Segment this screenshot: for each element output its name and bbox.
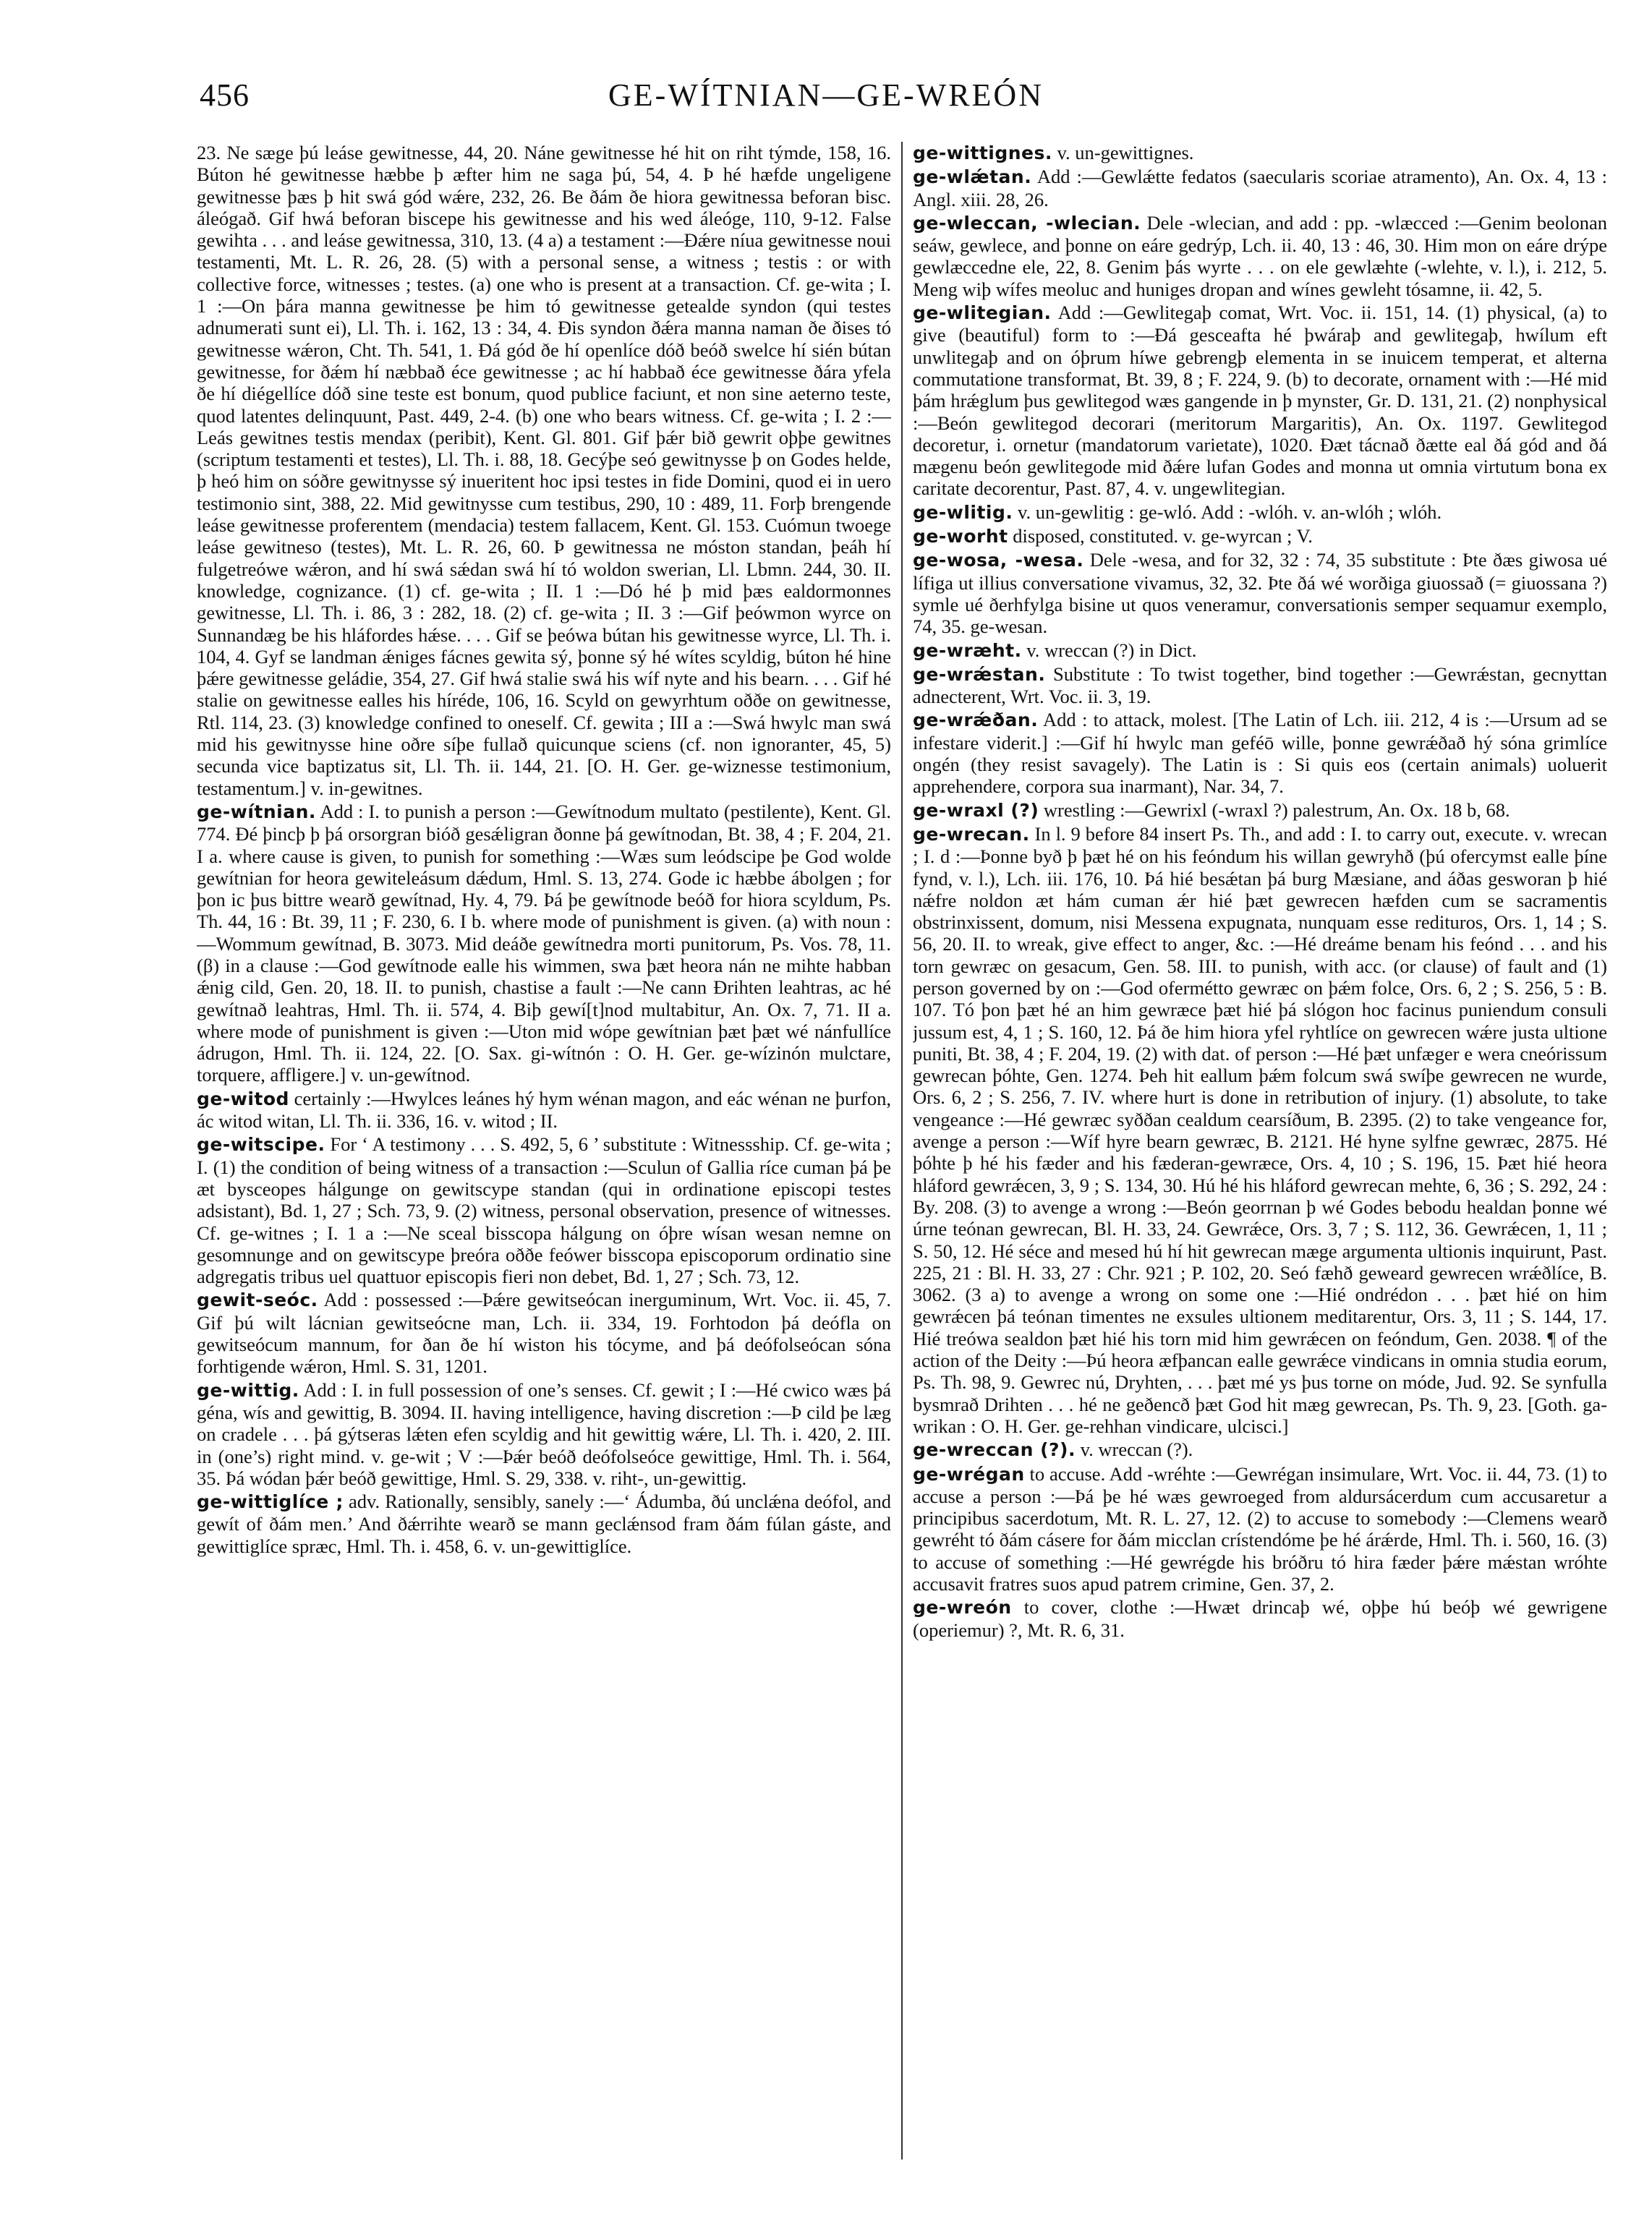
entry-text: to cover, clothe :—Hwæt drincaþ wé, oþþe hú beóþ wé gewrigene (operiemur) ?, Mt. R. 6, 31. [913,1596,1607,1641]
entry-headword: ge-wlǽtan. [913,166,1032,188]
entry-headword: ge-wreccan (?). [913,1439,1076,1461]
entry-headword: ge-wrǽstan. [913,663,1046,685]
entry-headword: ge-wrégan [913,1463,1025,1485]
entry-headword: gewit-seóc. [197,1289,318,1311]
dictionary-entry [197,1088,891,1133]
entry-headword: ge-wittig. [197,1379,299,1401]
dictionary-entry [913,166,1607,210]
dictionary-entry [913,142,1607,164]
entry-headword: ge-wlitig. [913,501,1013,523]
entry-headword: ge-wrecan. [913,823,1030,845]
entry-text: Dele -wesa, and for 32, 32 : 74, 35 substitute : Þte ðæs giwosa ué lífiga ut illius conversatione vivamus, 32, 32. Þte ðá wé worðiga giuossað (= giuossana ?) symle ué ðerhfylga bisine ut quos veneramur, conversationis semper sequamur exemplo, 74, 35. ge-wesan. [913,549,1607,638]
running-title: GE-WÍTNIAN—GE-WREÓN [608,77,1044,113]
entry-text: adv. Rationally, sensibly, sanely :—‘ Ádumba, ðú unclǽna deófol, and gewít of ðám men.’ And ðǽrrihte wearð se mann geclǽnsod fram ðám fúlan gáste, and gewittiglíce spræc, Hml. Th. i. 458, 6. v. un-gewittiglíce. [197,1491,891,1557]
dictionary-entry [913,663,1607,708]
right-column [913,142,1607,2181]
dictionary-entry [197,1379,891,1489]
entry-text: Add : I. to punish a person :—Gewítnodum multato (pestilente), Kent. Gl. 774. Ðé þincþ þ þá orsorgran bióð gesǽligran ðonne þá gewítnodan, Bt. 38, 4 ; F. 204, 21. I a. where cause is given, to punish for something :—Wæs sum leódscipe þe God wolde gewítnian for heora gewiteleásum dǽdum, Hml. S. 13, 274. Gode ic hæbbe ábolgen ; for þon ic þus bittre wearð gewítnad, Hy. 4, 79. Þá þe gewítnode beóð for hiora scyldum, Ps. Th. 44, 16 : Bt. 39, 11 ; F. 230, 6. I b. where mode of punishment is given. (a) with noun :—Wommum gewítnad, B. 3073. Mid deáðe gewítnedra morti punitorum, Ps. Vos. 78, 11. (β) in a clause :—God gewítnode ealle his wimmen, swa þæt heora nán ne mihte habban ǽnig cild, Gen. 20, 18. II. to punish, chastise a fault :—Ne cann Ðrihten leahtras, ac hé gewítnað leahtras, Hml. Th. ii. 574, 4. Biþ gewí[t]nod multabitur, An. Ox. 7, 71. II a. where mode of punishment is given :—Uton mid wópe gewítnian þæt þæt wé nánfullíce ádrugon, Hml. Th. ii. 124, 22. [O. Sax. gi-wítnón : O. H. Ger. ge-wízinón mulctare, torquere, affligere.] v. un-gewítnod. [197,800,891,1086]
entry-headword: ge-worht [913,526,1008,547]
entry-text: Add : I. in full possession of one’s senses. Cf. gewit ; I :—Hé cwico wæs þá géna, wís and gewittig, B. 3094. II. having intelligence, having discretion :—Þ cild þe læg on cradele . . . þá gýtseras lǽten efen scyldig and hit gewittig wǽre, Ll. Th. i. 420, 2. III. in (one’s) right mind. v. ge-wit ; V :—Þǽr beóð deófolseóce gewittige, Hml. Th. i. 564, 35. Þá wódan þǽr beóð gewittige, Hml. S. 29, 338. v. riht-, un-gewittig. [197,1378,891,1489]
entry-text: Add :—Gewlǽtte fedatos (saecularis scoriae atramento), An. Ox. 4, 13 : Angl. xiii. 28, 26. [913,166,1607,210]
entry-text: Dele -wlecian, and add : pp. -wlæcced :—Genim beolonan seáw, gewlece, and þonne on eáre gedrýp, Lch. ii. 40, 13 : 46, 30. Him mon on eáre drýpe gewlæccedne ele, 22, 8. Genim þás wyrte . . . on ele gewlæhte (-wlehte, v. l.), i. 212, 5. Meng wiþ wífes meoluc and huniges dropan and wínes gewleht tósamne, ii. 42, 5. [913,211,1607,300]
column-divider [901,142,903,2159]
entry-headword: ge-witscipe. [197,1134,325,1156]
entry-text: 23. Ne sæge þú leáse gewitnesse, 44, 20. Náne gewitnesse hé hit on riht týmde, 158, 16. Búton hé gewitnesse hæbbe þ æfter him ne saga þú, 54, 4. Þ hé hæfde ungeligene gewitnesse þæs þ hit swá gód wǽre, 232, 26. Be ðám ðe hiora gewitnessa beforan bisc. áleógað. Gif hwá beforan biscepe his gewitnesse and his wed áleóge, 110, 9-12. False gewihta . . . and leáse gewitnessa, 310, 13. (4 a) a testament :—Ðǽre níua gewitnesse noui testamenti, Mt. L. R. 26, 28. (5) with a personal sense, a witness ; testis : or with collective force, witnesses ; testes. (a) one who is present at a transaction. Cf. ge-wita ; I. 1 :—On þára manna gewitnesse þe him tó gewitnesse getealde syndon (qui testes adnumerati sunt ei), Ll. Th. i. 162, 13 : 34, 4. Ðis syndon ðǽra manna naman ðe ðises tó gewitnesse wǽron, Cht. Th. 541, 1. Ðá gód ðe hí openlíce dóð beóð swelce hí sién bútan gewitnesse, for ðǽm hí næbbað éce gewitnesse ; ac hí habbað éce gewitnesse ðára yfela ðe hí diégellíce dóð sine teste est bonum, quod publice faciunt, et non sine aeterno teste, quod latentes delinquunt, Past. 449, 2-4. (b) one who bears witness. Cf. ge-wita ; I. 2 :—Leás gewitnes testis mendax (peribit), Kent. Gl. 801. Gif þǽr bið gewrit oþþe gewitnes (scriptum testamenti et testes), Ll. Th. i. 88, 18. Gecýþe seó gewitnysse þ on Godes helde, þ heó him on sóðre gewitnysse sý inueritent hoc ipsi testes in fide Domini, quod ei in uero testimonio sint, 388, 22. Mid gewitnysse cum testibus, 290, 10 : 489, 11. Forþ brengende leáse gewitnesse proferentem (mendacia) testem fallacem, Kent. Gl. 153. Cuómun twoege leáse gewitneso (testes), Mt. L. R. 26, 60. Þ gewitnessa ne móston standan, þeáh hí fulgetreówe wǽron, and hí swá sǽdan swá hí tó woldon swerian, Ll. Lbmn. 244, 30. II. knowledge, cognizance. (1) cf. ge-wita ; II. 1 :—Dó hé þ mid þæs ealdormonnes gewitnesse, Ll. Th. i. 86, 3 : 282, 18. (2) cf. ge-wita ; II. 3 :—Gif þeówmon wyrce on Sunnandæg be his hláfordes hǽse. . . . Gif se þeówa bútan his gewitnesse wyrce, Ll. Th. i. 104, 4. Gyf se landman ǽniges fácnes gewita sý, þonne sý hé wítes scyldig, búton hé hine þǽre gewitnesse geládie, 354, 27. Gif hwá stalie swá his wíf nyte and his bearn. . . . Gif hé stalie on gewitnesse ealles his híréde, 106, 16. Scyld on gewyrhtum oððe on gewitnesse, Rtl. 114, 23. (3) knowledge confined to oneself. Cf. gewita ; III a :—Swá hwylc man swá mid his gewitnysse hine oðre síþe fullað quicunque sciens (cf. non ignoranter, 45, 5) secunda vice baptizatus sit, Ll. Th. ii. 144, 21. [O. H. Ger. ge-wiznesse testimonium, testamentum.] v. in-gewitnes. [197,142,891,799]
entry-text: wrestling :—Gewrixl (-wraxl ?) palestrum, An. Ox. 18 b, 68. [1043,798,1510,821]
entry-headword: ge-wrǽðan. [913,709,1039,731]
entry-headword: ge-wreón [913,1597,1012,1619]
entry-headword: ge-wittiglíce ; [197,1491,344,1513]
entry-headword: ge-wosa, -wesa. [913,550,1084,571]
entry-headword: ge-wittignes. [913,142,1052,163]
dictionary-entry [913,501,1607,524]
dictionary-entry [197,1491,891,1557]
entry-text: to accuse. Add -wréhte :—Gewrégan insimulare, Wrt. Voc. ii. 44, 73. (1) to accuse a person :—Þá þe hé wæs gewroeged from aldursácerdum cum accusaretur a principibus sacerdotum, Mt. R. L. 27, 12. (2) to accuse to somebody :—Clemens wearð gewréht tó ðám cásere for ðám micclan crístendóme þe hé árǽrde, Hml. Th. i. 560, 16. (3) to accuse of something :—Hé gewrégde his bróðru tó hira fæder þǽre mǽstan wróhte accusavit fratres suos apud patrem crimine, Gen. 37, 2. [913,1462,1607,1595]
entry-text: v. un-gewittignes. [1057,142,1194,163]
entry-headword: ge-wlitegian. [913,302,1052,324]
entry-headword: ge-wraxl (?) [913,799,1039,821]
dictionary-entry [913,823,1607,1437]
page-number: 456 [200,77,250,113]
dictionary-entry [913,302,1607,500]
entry-text: v. wreccan (?). [1080,1438,1193,1461]
dictionary-entry [913,1463,1607,1595]
entry-text: certainly :—Hwylces leánes hý hym wénan magon, and eác wénan ne þurfon, ác witod witan, Ll. Th. ii. 336, 16. v. witod ; II. [197,1087,891,1133]
entry-headword: ge-wleccan, -wlecian. [913,212,1141,234]
dictionary-entry [913,525,1607,547]
dictionary-entry [913,549,1607,637]
dictionary-entry [913,1596,1607,1641]
entry-text: Add :—Gewlitegaþ comat, Wrt. Voc. ii. 151, 14. (1) physical, (a) to give (beautiful) form to :—Ðá gesceafta hé þwáraþ and gewlitegaþ, hwílum eft unwlitegaþ and on óþrum híwe gebrengþ elementa in se inuicem temperat, et alterna commutatione transformat, Bt. 39, 8 ; F. 224, 9. (b) to decorate, ornament with :—Hé mid þám hrǽglum þus gewlitegod wæs gangende in þ mynster, Gr. D. 131, 21. (2) nonphysical :—Beón gewlitegod decorari (meritorum Margaritis), An. Ox. 1197. Gewlitegod decoretur, i. ornetur (mandatorum varietate), 1020. Ðæt tácnað ðætte eal ðá gód and ðá mægenu beón gewlitegode mid ðǽre lufan Godes and monna ut omnia virtutum bona ex caritate decorentur, Past. 87, 4. v. ungewlitegian. [913,302,1607,500]
dictionary-entry [913,639,1607,662]
entry-text: For ‘ A testimony . . . S. 492, 5, 6 ’ substitute : Witnessship. Cf. ge-wita ; I. (1) the condition of being witness of a transaction :—Sculun of Gallia ríce cuman þá þe æt bysceopes hálgunge on gewitscype standan (qui in ordinatione episcopi testes adsistant), Bd. 1, 27 ; Sch. 73, 9. (2) witness, personal observation, presence of witnesses. Cf. ge-witnes ; I. 1 a :—Ne sceal bisscopa hálgung on óþre wísan wesan nemne on gesomnunge and on gewitscype þreóra oððe feówer bisscopa episcoporum ordinatio sine adgregatis tribus uel quattuor episcopis fieri non debet, Bd. 1, 27 ; Sch. 73, 12. [197,1133,891,1288]
entry-text: In l. 9 before 84 insert Ps. Th., and add : I. to carry out, execute. v. wrecan ; I. d :—Þonne byð þ þæt hé on his feóndum his willan gewryhð (þú ofercymst ealle þíne fynd, v. l.), Lch. iii. 176, 10. Þá hié besǽtan þá burg Mæsiane, and áðas gesworan þ hié nǽfre noldon æt hám cuman ǽr hié þæt gewrecen hæfden cum se sacramentis obstrinxissent, domum, nisi Messena expugnata, nunquam esse redituros, Ors. 1, 14 ; S. 56, 20. II. to wreak, give effect to anger, &c. :—Hé dreáme benam his feónd . . . and his torn gewræc on gesacum, Gen. 58. III. to punish, with acc. (or clause) of fault and (1) person governed by on :—God ofermétto gewræc on þǽm folce, Ors. 6, 2 ; S. 256, 5 : B. 107. Tó þon þæt hé an him gewræce þæt hié þá slógon hoc facinus puniendum consuli jussum est, 4, 1 ; S. 160, 12. Þá ðe him hiora yfel ryhtlíce on gewrecen wǽre justa ultione puniti, Bt. 38, 4 ; F. 204, 19. (2) with dat. of person :—Hé þæt unfæger e wera cneórissum gewrecan þóhte, Gen. 1274. Þeh hit eallum þǽm folcum swá swíþe gewrecen ne wurde, Ors. 6, 2 ; S. 256, 7. IV. where hurt is done in retribution of injury. (1) absolute, to take vengeance :—Hé gewræc syððan cealdum cearsíðum, B. 2395. (2) to take vengeance for, avenge a person :—Wíf hyre bearn gewræc, B. 2121. Hé hyne sylfne gewræc, 2875. Hé þóhte þ hé his fæder and his fæderan-gewræce, Ors. 4, 10 ; S. 196, 15. Þæt hié heora hláford gewrǽcen, 3, 9 ; S. 134, 30. Hú hé his hláford gewrecan mehte, 6, 36 ; S. 292, 24 : By. 208. (3) to avenge a wrong :—Beón georrnan þ wé Godes bebodu healdan þonne wé úrne teónan gewrecan, Bl. H. 33, 24. Gewrǽce, Ors. 3, 7 ; S. 112, 36. Gewrǽcen, 1, 11 ; S. 50, 12. Hé séce and mesed hú hí hit gewrecan mæge argumenta ultionis inquirunt, Past. 225, 21 : Bl. H. 33, 27 : Chr. 921 ; P. 102, 20. Seó fæhð geweard gewrecen wrǽðlíce, B. 3062. (3 a) to avenge a wrong on some one :—Hié ondrédon . . . þæt hié on him gewrǽcen þá teónan timentes ne exsules ultionem meditarentur, Ors. 3, 11 ; S. 144, 17. Hié treówa sealdon þæt hié his torn mid him gewrǽcen on feóndum, Gen. 2038. ¶ of the action of the Deity :—Þú heora æfþancan ealle gewrǽce vindicans in omnia studia eorum, Ps. Th. 98, 9. Gewrec nú, Dryhten, . . . þæt mé ys þus torne on móde, Jud. 92. Se synfulla bysmrað Drihten . . . hé ne geðencð þæt God hit mæg gewrecan, Ps. Th. 9, 23. [Goth. ga-wrikan : O. H. Ger. ge-rehhan vindicare, ulcisci.] [913,822,1607,1437]
dictionary-entry [197,801,891,1086]
entry-headword: ge-witod [197,1088,289,1109]
entry-headword: ge-wræht. [913,639,1022,661]
entry-text: Substitute : To twist together, bind together :—Gewrǽstan, gecnyttan adnecterent, Wrt. Voc. ii. 3, 19. [913,662,1607,708]
entry-text: Add : to attack, molest. [The Latin of Lch. iii. 212, 4 is :—Ursum ad se infestare viderit.] :—Gif hí hwylc man geféō wille, þonne gewrǽðað hý sóna grimlíce ongén (they resist savagely). The Latin is : Si quis eos (certain animals) uoluerit apprehendere, corpora sua inarmant), Nar. 34, 7. [913,709,1607,798]
entry-headword: ge-wítnian. [197,801,316,822]
dictionary-entry [197,1133,891,1287]
dictionary-entry [913,212,1607,300]
entry-text: disposed, constituted. v. ge-wyrcan ; V. [1013,525,1313,547]
entry-text: Add : possessed :—Þǽre gewitseócan inerguminum, Wrt. Voc. ii. 45, 7. Gif þú wilt lácnian gewitseócne man, Lch. ii. 334, 19. Forhtodon þá deófla on gewitseócum mannum, for ðan ðe hí wiston his tócyme, and þá deófolseócan sóna forhtigende wǽron, Hml. S. 31, 1201. [197,1289,891,1378]
entry-text: v. un-gewlitig : ge-wló. Add : -wlóh. v. an-wlóh ; wlóh. [1018,500,1442,523]
dictionary-entry [913,709,1607,797]
dictionary-entry [913,799,1607,822]
entry-text: v. wreccan (?) in Dict. [1026,639,1197,661]
dictionary-entry [197,1289,891,1377]
entry-continuation [197,142,891,799]
left-column [197,142,891,2181]
dictionary-entry [913,1438,1607,1461]
